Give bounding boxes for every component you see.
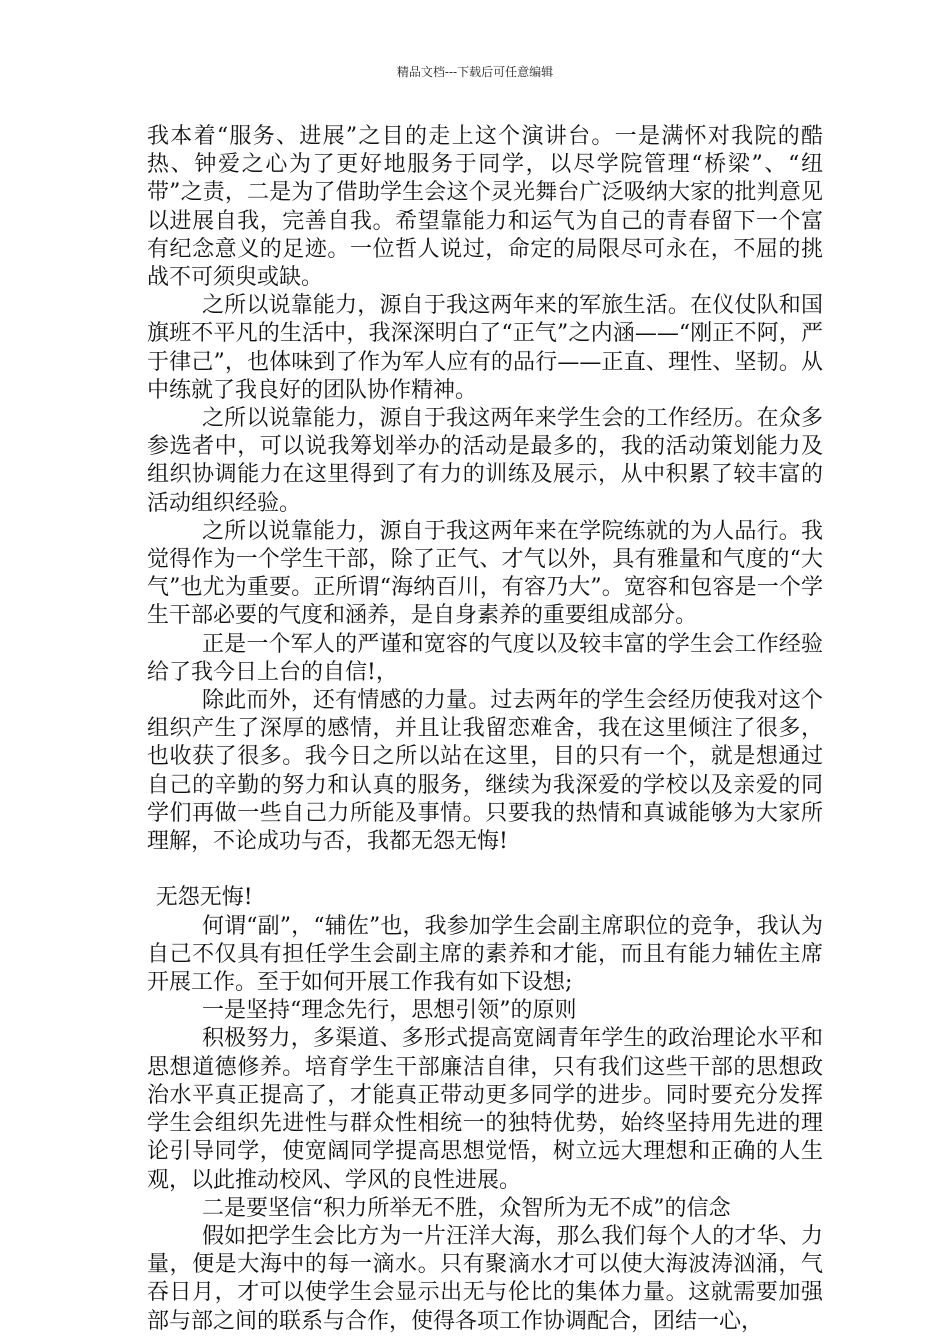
paragraph-character: 之所以说靠能力，源自于我这两年来在学院练就的为人品行。我觉得作为一个学生干部，除了正气、才气以外，具有雅量和气度的“大气”也尤为重要。正所谓“海纳百川，有容乃大”。宽容和包容是一个学生干部必要的气度和涵养，是自身素养的重要组成部分。 xyxy=(147,518,823,629)
principle-two-heading: 二是要坚信“积力所举无不胜，众智所为无不成”的信念 xyxy=(202,1195,731,1221)
paragraph-gap xyxy=(147,856,823,884)
page-header: 精品文档---下载后可任意编辑 xyxy=(396,65,554,79)
paragraph-confidence: 正是一个军人的严谨和宽容的气度以及较丰富的学生会工作经验给了我今日上台的自信!， xyxy=(147,631,823,685)
paragraph-vice-role: 何谓“副”，“辅佐”也，我参加学生会副主席职位的竞争，我认为自己不仅具有担任学生会副主席的素养和才能，而且有能力辅佐主席开展工作。至于如何开展工作我有如下设想; xyxy=(147,913,823,996)
paragraph-military-life: 之所以说靠能力，源自于我这两年来的军旅生活。在仪仗队和国旗班不平凡的生活中，我深深明白了“正气”之内涵——“刚正不阿，严于律己”，也体味到了作为军人应有的品行——正直、理性、坚韧。从中练就了我良好的团队协作精神。 xyxy=(147,293,823,403)
paragraph-student-union-experience: 之所以说靠能力，源自于我这两年来学生会的工作经历。在众多参选者中，可以说我筹划举办的活动是最多的，我的活动策划能力及组织协调能力在这里得到了有力的训练及展示，从中积累了较丰富的活动组织经验。 xyxy=(147,406,823,516)
paragraph-intro: 我本着“服务、进展”之目的走上这个演讲台。一是满怀对我院的酷热、钟爱之心为了更好地服务于同学，以尽学院管理“桥梁”、“纽带”之责，二是为了借助学生会这个灵光舞台广泛吸纳大家的批判意见以进展自我，完善自我。希望靠能力和运气为自己的青春留下一个富有纪念意义的足迹。一位哲人说过，命定的局限尽可永在，不屈的挑战不可须臾或缺。 xyxy=(147,124,823,291)
paragraph-emotion: 除此而外，还有情感的力量。过去两年的学生会经历使我对这个组织产生了深厚的感情，并且让我留恋难舍，我在这里倾注了很多，也收获了很多。我今日之所以站在这里，目的只有一个，就是想通过自己的辛勤的努力和认真的服务，继续为我深爱的学校以及亲爱的同学们再做一些自己力所能及事情。只要我的热情和真诚能够为大家所理解，不论成功与否，我都无怨无悔! xyxy=(147,688,823,855)
document-body xyxy=(147,123,823,1336)
paragraph-principle-two: 假如把学生会比方为一片汪洋大海，那么我们每个人的才华、力量，便是大海中的每一滴水。只有聚滴水才可以使大海波涛汹涌，气吞日月，才可以使学生会显示出无与伦比的集体力量。这就需要加强部与部之间的联系与合作，使得各项工作协调配合，团结一心， xyxy=(147,1223,823,1334)
section-heading: 无怨无悔! xyxy=(155,885,253,911)
paragraph-principle-one: 积极努力，多渠道、多形式提高宽阔青年学生的政治理论水平和思想道德修养。培育学生干部廉洁自律，只有我们这些干部的思想政治水平真正提高了，才能真正带动更多同学的进步。同时要充分发挥学生会组织先进性与群众性相统一的独特优势，始终坚持用先进的理论引导同学，使宽阔同学提高思想觉悟，树立远大理想和正确的人生观，以此推动校风、学风的良性进展。 xyxy=(147,1026,823,1193)
principle-one-heading: 一是坚持“理念先行，思想引领”的原则 xyxy=(202,998,577,1024)
